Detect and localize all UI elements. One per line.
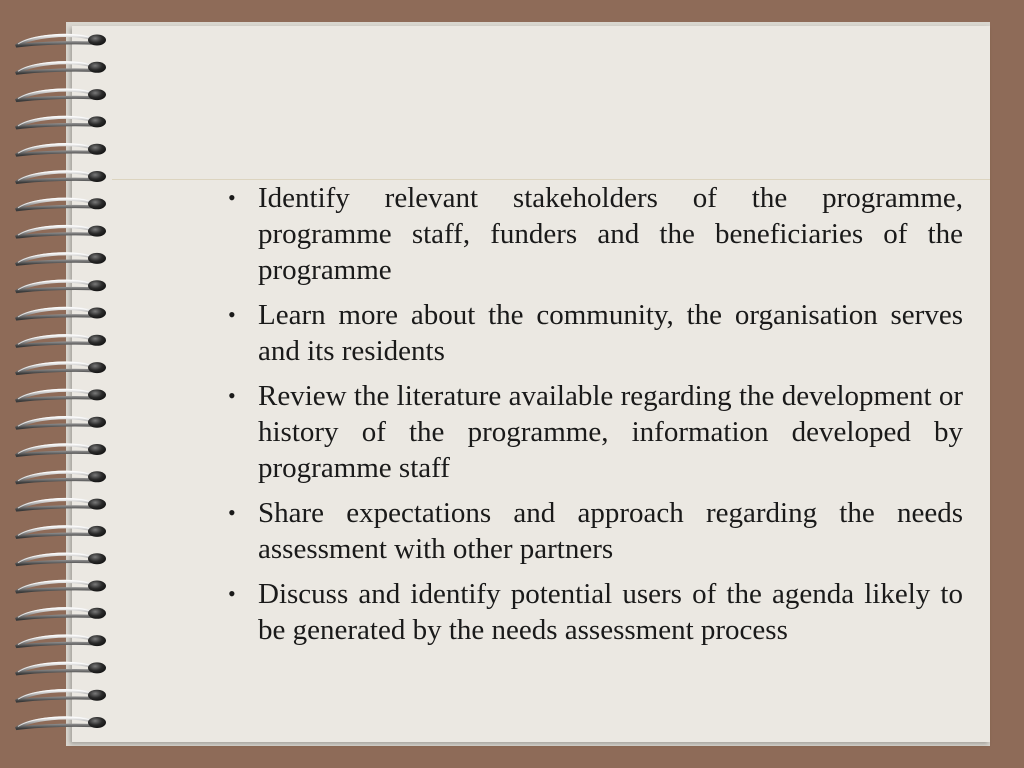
spiral-ring [16, 608, 106, 620]
bullet-item: • Share expectations and approach regarding the needs assessment with other partners [228, 495, 963, 567]
bullet-item: • Learn more about the community, the organisation serves and its residents [228, 297, 963, 369]
spiral-ring [16, 198, 106, 210]
spiral-ring [16, 280, 106, 292]
spiral-ring [16, 389, 106, 401]
spiral-ring [16, 34, 106, 46]
spiral-ring [16, 580, 106, 592]
spiral-ring [16, 335, 106, 347]
notebook-spiral-icon [0, 0, 130, 768]
bullet-item: • Discuss and identify potential users of the agenda likely to be generated by the needs assessment process [228, 576, 963, 648]
spiral-ring [16, 307, 106, 319]
spiral-ring [16, 690, 106, 702]
spiral-ring [16, 526, 106, 538]
spiral-ring [16, 662, 106, 674]
spiral-ring [16, 553, 106, 565]
bullet-item: • Identify relevant stakeholders of the programme, programme staff, funders and the beneficiaries of the programme [228, 180, 963, 288]
spiral-ring [16, 144, 106, 156]
spiral-ring [16, 226, 106, 238]
spiral-ring [16, 444, 106, 456]
bullet-item: • Review the literature available regarding the development or history of the programme, information developed by programme staff [228, 378, 963, 486]
spiral-ring [16, 253, 106, 265]
spiral-ring [16, 62, 106, 74]
spiral-ring [16, 635, 106, 647]
spiral-ring [16, 89, 106, 101]
spiral-ring [16, 471, 106, 483]
spiral-ring [16, 116, 106, 128]
spiral-ring [16, 717, 106, 729]
spiral-ring [16, 362, 106, 374]
spiral-ring [16, 417, 106, 429]
spiral-ring [16, 499, 106, 511]
bullet-list [228, 180, 963, 657]
spiral-ring [16, 171, 106, 183]
